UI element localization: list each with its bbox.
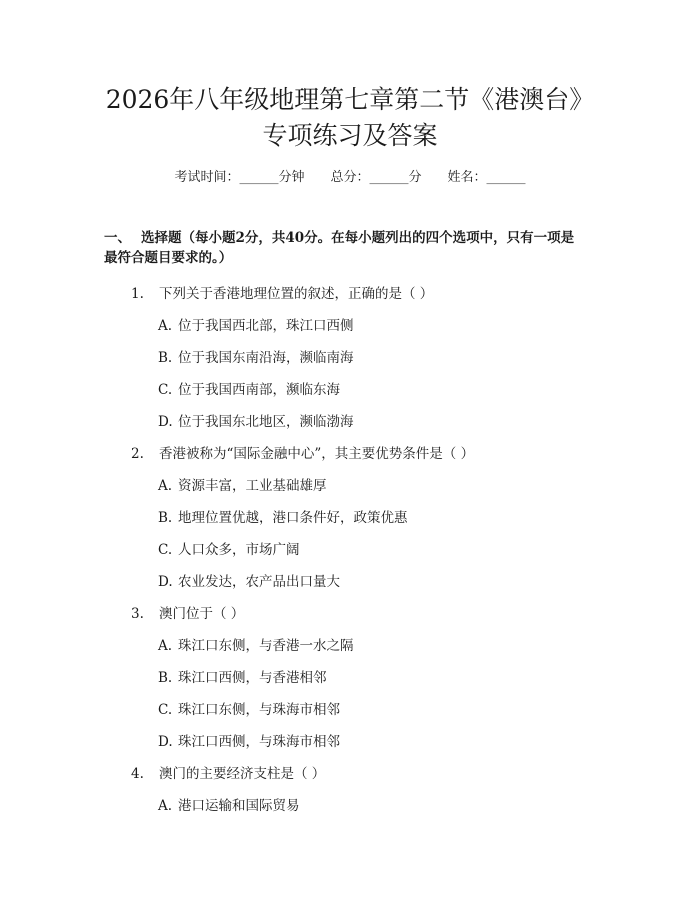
option-letter: C.: [158, 702, 173, 718]
option-text: 位于我国东北地区，濒临渤海: [178, 414, 354, 430]
option-letter: C.: [158, 382, 173, 398]
answer-option: [158, 508, 408, 528]
option-text: 资源丰富，工业基础雄厚: [178, 478, 327, 494]
option-letter: A.: [158, 318, 173, 334]
question-number: 3.: [131, 606, 144, 622]
section-heading: [104, 228, 604, 268]
answer-option: [158, 796, 300, 816]
answer-option: [158, 732, 340, 752]
student-name-field: 姓名：______: [447, 170, 526, 185]
question-number: 1.: [131, 286, 144, 302]
option-letter: A.: [158, 798, 173, 814]
option-letter: B.: [158, 510, 173, 526]
option-text: 珠江口东侧，与珠海市相邻: [178, 702, 340, 718]
option-letter: D.: [158, 414, 173, 430]
option-text: 位于我国东南沿海，濒临南海: [178, 350, 354, 366]
section-number: 一、: [104, 230, 131, 246]
option-text: 位于我国西南部，濒临东海: [178, 382, 340, 398]
answer-option: [158, 540, 300, 560]
option-text: 位于我国西北部，珠江口西侧: [178, 318, 354, 334]
question-stem: [131, 764, 325, 784]
option-text: 珠江口西侧，与香港相邻: [178, 670, 327, 686]
option-letter: D.: [158, 574, 173, 590]
document-title-line-1: 2026年八年级地理第七章第二节《港澳台》: [105, 85, 595, 114]
option-letter: B.: [158, 670, 173, 686]
question-stem: [131, 604, 244, 624]
option-letter: A.: [158, 638, 173, 654]
question-text: 香港被称为“国际金融中心”，其主要优势条件是（ ）: [159, 446, 475, 462]
question-number: 2.: [131, 446, 144, 462]
answer-option: [158, 636, 354, 656]
exam-info-line: [0, 168, 700, 188]
answer-option: [158, 412, 354, 432]
document-title-line-2: 专项练习及答案: [262, 121, 438, 150]
question-stem: [131, 444, 474, 464]
question-text: 澳门位于（ ）: [159, 606, 245, 622]
option-text: 地理位置优越，港口条件好，政策优惠: [178, 510, 408, 526]
answer-option: [158, 476, 327, 496]
option-text: 珠江口东侧，与香港一水之隔: [178, 638, 354, 654]
answer-option: [158, 316, 354, 336]
answer-option: [158, 348, 354, 368]
question-number: 4.: [131, 766, 144, 782]
answer-option: [158, 668, 327, 688]
option-text: 人口众多，市场广阔: [178, 542, 300, 558]
exam-time-field: 考试时间：______分钟: [174, 170, 305, 185]
option-letter: C.: [158, 542, 173, 558]
question-stem: [131, 284, 433, 304]
section-heading-line-1: 选择题（每小题2分，共40分。在每小题列出的四个选项中，只有一项是: [141, 230, 575, 246]
option-letter: B.: [158, 350, 173, 366]
answer-option: [158, 700, 340, 720]
question-text: 下列关于香港地理位置的叙述，正确的是（ ）: [159, 286, 434, 302]
answer-option: [158, 380, 340, 400]
option-text: 珠江口西侧，与珠海市相邻: [178, 734, 340, 750]
section-heading-line-2: 最符合题目要求的。）: [104, 250, 233, 266]
exam-score-field: 总分：______分: [330, 170, 422, 185]
answer-option: [158, 572, 340, 592]
option-text: 农业发达，农产品出口量大: [178, 574, 340, 590]
option-letter: A.: [158, 478, 173, 494]
question-text: 澳门的主要经济支柱是（ ）: [159, 766, 326, 782]
option-text: 港口运输和国际贸易: [178, 798, 300, 814]
option-letter: D.: [158, 734, 173, 750]
